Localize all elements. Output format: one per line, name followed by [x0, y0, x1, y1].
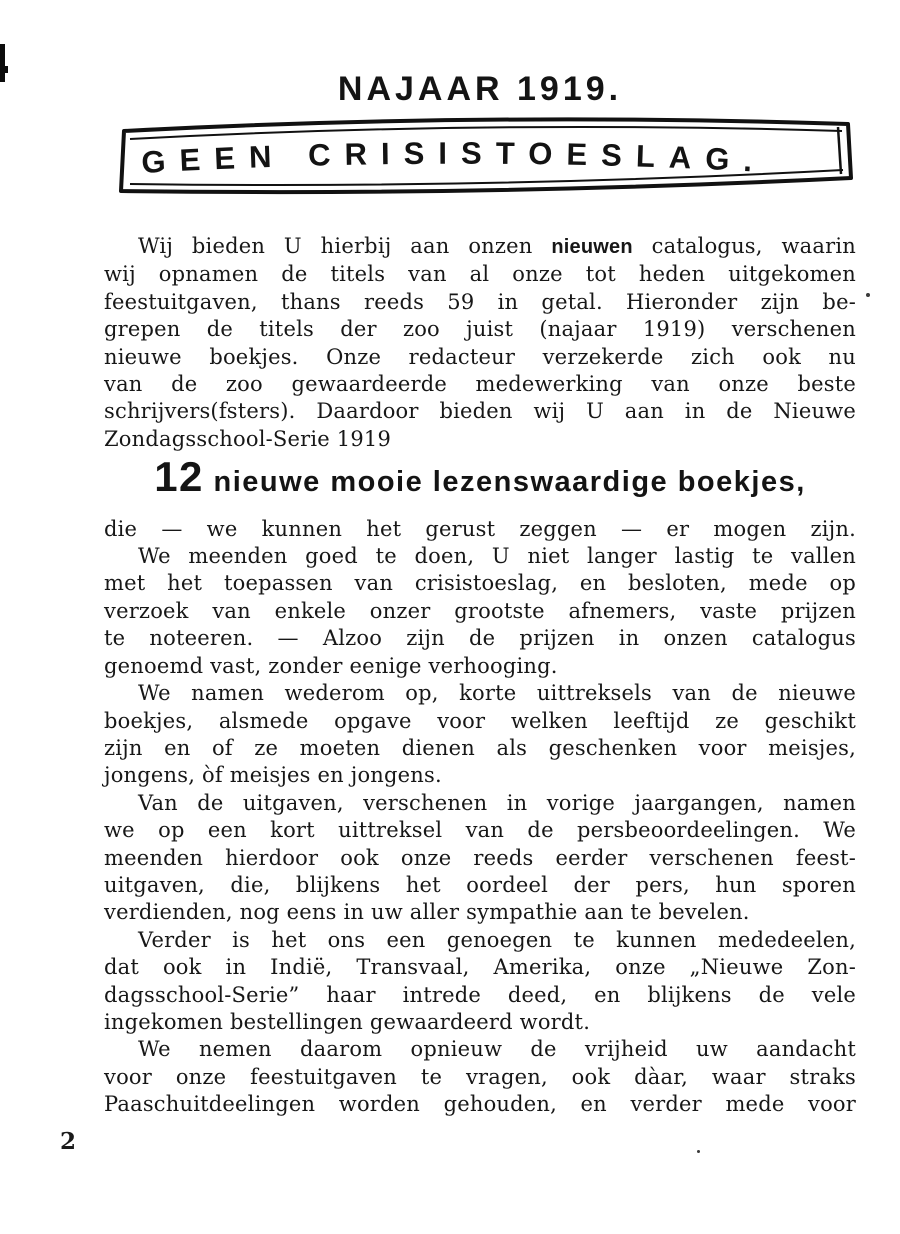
section-heading — [104, 453, 856, 501]
scan-speck — [866, 293, 870, 297]
scan-artifact-left-edge — [0, 44, 5, 82]
paragraph — [104, 790, 856, 927]
text-line — [104, 233, 856, 261]
paragraph — [104, 927, 856, 1037]
paragraph-lines — [104, 543, 856, 680]
text-line: We meenden goed te doen, U niet langer lastig te vallen — [138, 544, 856, 569]
text-line: te noteeren. — Alzoo zijn de prijzen in onzen catalogus — [104, 626, 856, 651]
text-line: genoemd vast, zonder eenige verhooging. — [104, 653, 558, 678]
paragraph — [104, 516, 856, 543]
text-line: We nemen daarom opnieuw de vrijheid uw aandacht — [138, 1037, 856, 1062]
text-line: nieuwe boekjes. Onze redacteur verzekerde zich ook nu — [104, 344, 856, 369]
text-line: Paaschuitdeelingen worden gehouden, en verder mede voor — [104, 1092, 856, 1117]
paragraph-lines — [104, 927, 856, 1037]
paragraph-lines — [104, 516, 856, 543]
bold-word: nieuwen — [551, 236, 633, 258]
paragraph-lines — [104, 261, 856, 453]
banner-border-inner-right — [838, 127, 841, 174]
text-line: voor onze feestuitgaven te vragen, ook dàar, waar straks — [104, 1064, 856, 1089]
text-segment: Wij bieden U hierbij aan onzen — [138, 234, 552, 258]
text-line: boekjes, alsmede opgave voor welken leeftijd ze geschikt — [104, 708, 856, 733]
paragraph-lines — [104, 1036, 856, 1118]
text-segment: catalogus, waarin — [632, 234, 856, 258]
text-line: meenden hierdoor ook onze reeds eerder verschenen feest- — [104, 845, 856, 870]
text-line: We namen wederom op, korte uittreksels van de nieuwe — [138, 681, 856, 706]
text-line: zijn en of ze moeten dienen als geschenken voor meisjes, — [104, 735, 856, 760]
text-line: jongens, òf meisjes en jongens. — [104, 763, 442, 788]
text-line: wij opnamen de titels van al onze tot heden uitgekomen — [104, 262, 856, 287]
paragraph-lines — [104, 680, 856, 790]
text-line: grepen de titels der zoo juist (najaar 1919) verschenen — [104, 317, 856, 342]
heading-number: 12 — [154, 453, 204, 501]
scan-speck — [697, 1150, 700, 1153]
text-line: Zondagsschool-Serie 1919 — [104, 426, 392, 451]
paragraph — [104, 680, 856, 790]
text-line: feestuitgaven, thans reeds 59 in getal. Hieronder zijn be- — [104, 289, 856, 314]
paragraph — [104, 233, 856, 453]
text-line: die — we kunnen het gerust zeggen — er mogen zijn. — [104, 516, 856, 541]
page-title: NAJAAR 1919. — [337, 70, 623, 108]
text-line: Verder is het ons een genoegen te kunnen mededeelen, — [138, 927, 856, 952]
paragraph — [104, 543, 856, 680]
text-line: Van de uitgaven, verschenen in vorige jaargangen, namen — [138, 790, 856, 815]
text-line: verzoek van enkele onzer grootste afnemers, vaste prijzen — [104, 598, 856, 623]
text-line: dat ook in Indië, Transvaal, Amerika, onze „Nieuwe Zon- — [104, 955, 856, 980]
text-line: met het toepassen van crisistoeslag, en besloten, mede op — [104, 571, 856, 596]
text-line: ingekomen bestellingen gewaardeerd wordt. — [104, 1009, 591, 1034]
text-line: we op een kort uittreksel van de persbeoordeelingen. We — [104, 818, 856, 843]
heading-text: nieuwe mooie lezenswaardige boekjes, — [203, 466, 806, 499]
banner-title: GEEN CRISISTOESLAG. — [140, 135, 768, 180]
text-line: dagsschool-Serie” haar intrede deed, en blijkens de vele — [104, 982, 856, 1007]
text-line: schrijvers(fsters). Daardoor bieden wij U aan in de Nieuwe — [104, 399, 856, 424]
text-line: verdienden, nog eens in uw aller sympathie aan te bevelen. — [104, 900, 750, 925]
paragraph — [104, 1036, 856, 1118]
body-text — [104, 233, 856, 1119]
banner-box — [116, 110, 856, 202]
text-line: uitgaven, die, blijkens het oordeel der pers, hun sporen — [104, 872, 856, 897]
paragraph-lines — [104, 790, 856, 927]
page-number: 2 — [60, 1128, 77, 1155]
text-line: van de zoo gewaardeerde medewerking van onze beste — [104, 372, 856, 397]
